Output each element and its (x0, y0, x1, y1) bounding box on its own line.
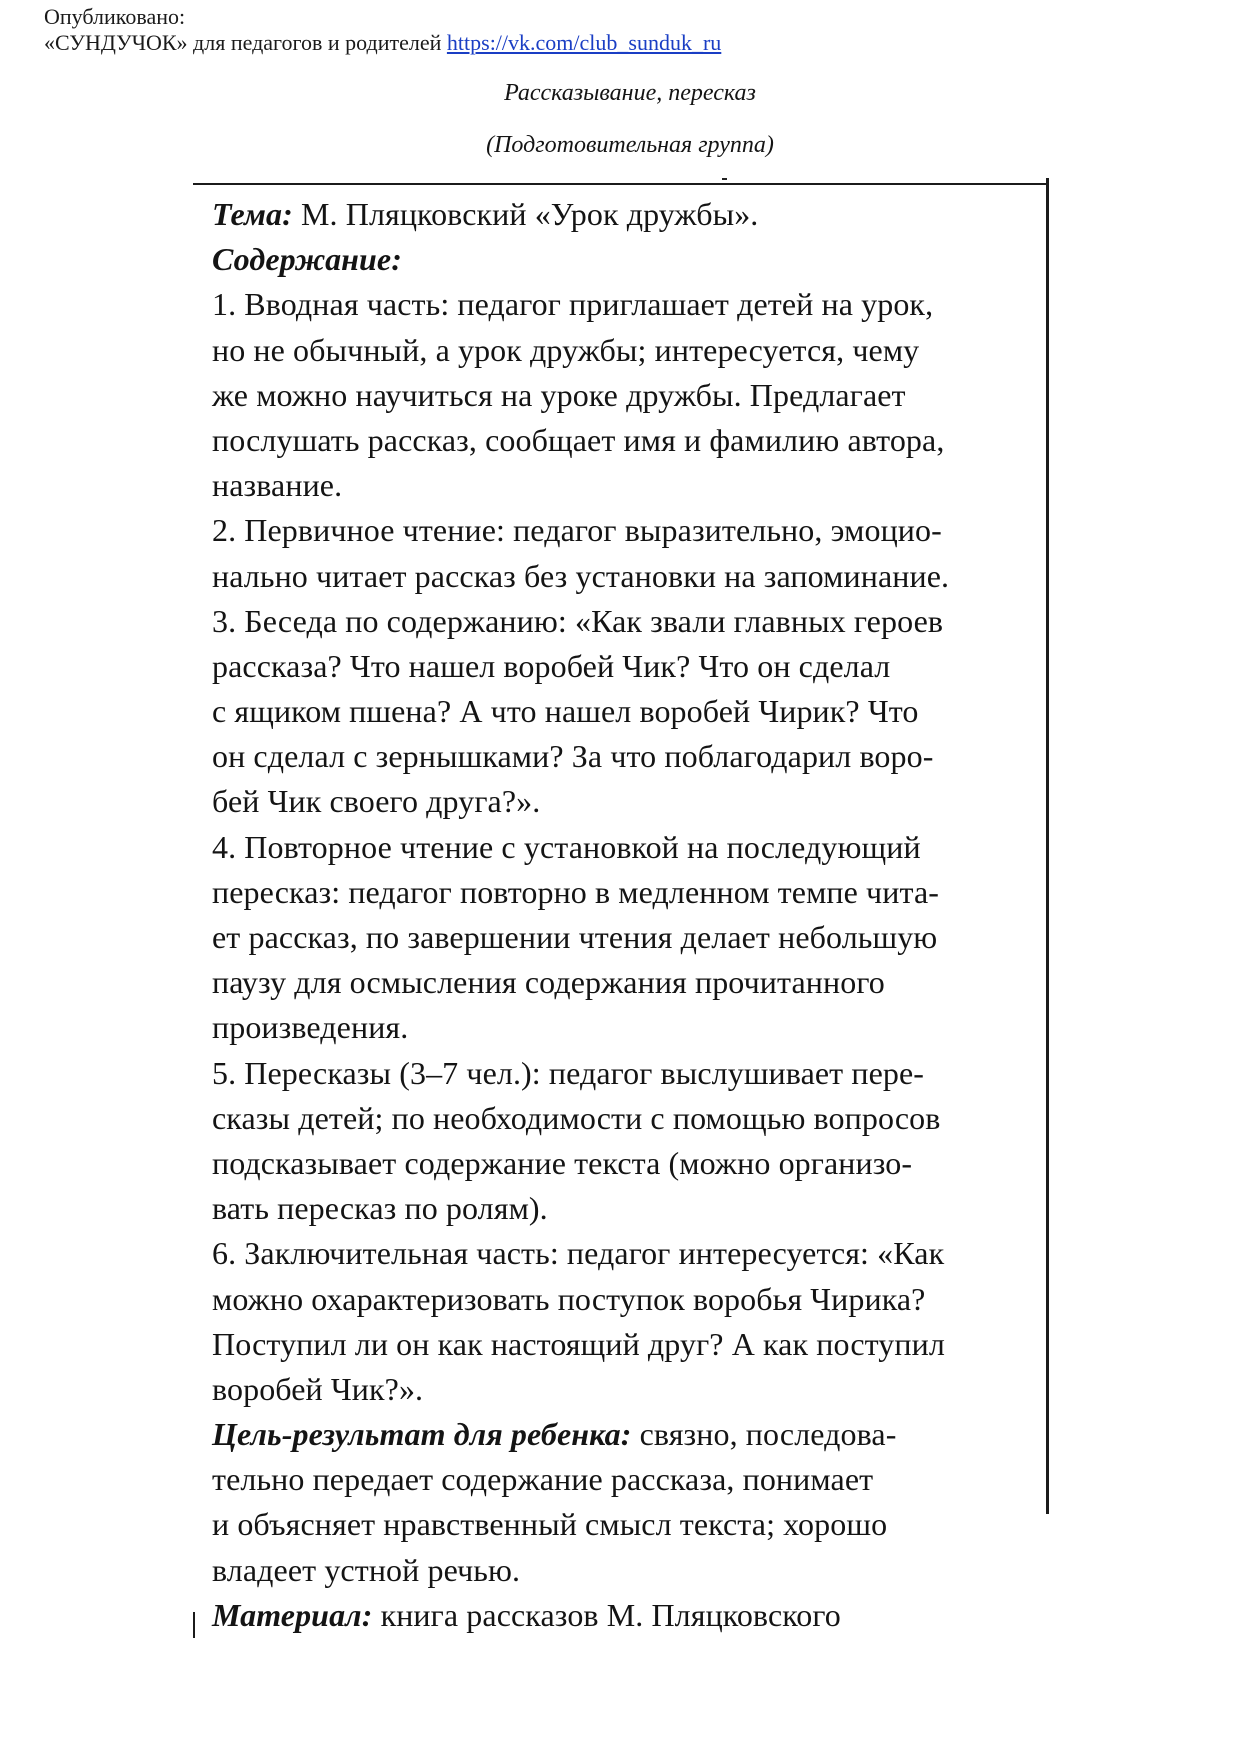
topic-label: Тема: (212, 196, 293, 232)
source-link[interactable]: https://vk.com/club_sunduk_ru (446, 30, 722, 55)
content-line: с ящиком пшена? А что нашел воробей Чирик? Что (212, 693, 919, 730)
section-title: Рассказывание, пересказ (504, 80, 756, 106)
content-line: он сделал с зернышками? За что поблагодарил воро- (212, 738, 934, 775)
frame-left-border (193, 1612, 195, 1638)
content-line: 2. Первичное чтение: педагог выразительно, эмоцио- (212, 512, 942, 549)
material-label: Материал: (212, 1596, 373, 1633)
material-line (212, 1593, 1047, 1638)
content-line: бей Чик своего друга?». (212, 783, 541, 820)
goal-line-text: и объясняет нравственный смысл текста; хорошо (212, 1506, 888, 1543)
goal-lines (212, 1457, 1047, 1593)
content-line: послушать рассказ, сообщает имя и фамилию автора, (212, 421, 945, 458)
content-line: можно охарактеризовать поступок воробья Чирика? (212, 1280, 926, 1317)
goal-line-text: владеет устной речью. (212, 1551, 521, 1588)
content-lines (212, 282, 1047, 1412)
content-line: название. (212, 467, 343, 504)
content-line: 4. Повторное чтение с установкой на последующий (212, 828, 921, 865)
content-line: пересказ: педагог повторно в медленном темпе чита- (212, 873, 939, 910)
content-line: нально читает рассказ без установки на запоминание. (212, 557, 950, 594)
source-name: «СУНДУЧОК» для педагогов и родителей (44, 30, 442, 55)
content-line: 5. Пересказы (3–7 чел.): педагог выслушивает пере- (212, 1054, 925, 1091)
content-line: Поступил ли он как настоящий друг? А как поступил (212, 1325, 945, 1362)
content-line: воробей Чик?». (212, 1370, 424, 1407)
content-line: рассказа? Что нашел воробей Чик? Что он сделал (212, 647, 891, 684)
group-title: (Подготовительная группа) (486, 132, 774, 158)
topic-value: М. Пляцковский «Урок дружбы». (300, 196, 759, 232)
goal-line (212, 1412, 1047, 1457)
content-line: вать пересказ по ролям). (212, 1190, 548, 1227)
goal-line-text: тельно передает содержание рассказа, понимает (212, 1461, 874, 1498)
content-line: сказы детей; по необходимости с помощью вопросов (212, 1099, 941, 1136)
topic-line (212, 192, 1047, 237)
scan-mark (722, 178, 727, 180)
content-line: 3. Беседа по содержанию: «Как звали главных героев (212, 602, 944, 639)
published-label: Опубликовано: (44, 4, 186, 29)
content-line: 6. Заключительная часть: педагог интересуется: «Как (212, 1235, 945, 1272)
content-line: ет рассказ, по завершении чтения делает небольшую (212, 919, 938, 955)
content-line: 1. Вводная часть: педагог приглашает детей на урок, (212, 286, 934, 323)
content-line: произведения. (212, 1009, 409, 1046)
goal-label: Цель-результат для ребенка: (212, 1416, 632, 1453)
content-line: паузу для осмысления содержания прочитанного (212, 964, 885, 1001)
goal-text: связно, последова- (639, 1416, 897, 1453)
publication-source (44, 30, 721, 56)
frame-top-border (193, 183, 1048, 185)
material-text: книга рассказов М. Пляцковского (380, 1596, 841, 1633)
content-line: же можно научиться на уроке дружбы. Предлагает (212, 376, 906, 413)
lesson-content (212, 192, 1047, 1638)
content-line: но не обычный, а урок дружбы; интересуется, чему (212, 331, 920, 368)
content-heading: Содержание: (212, 241, 402, 278)
content-line: подсказывает содержание текста (можно организо- (212, 1144, 913, 1181)
